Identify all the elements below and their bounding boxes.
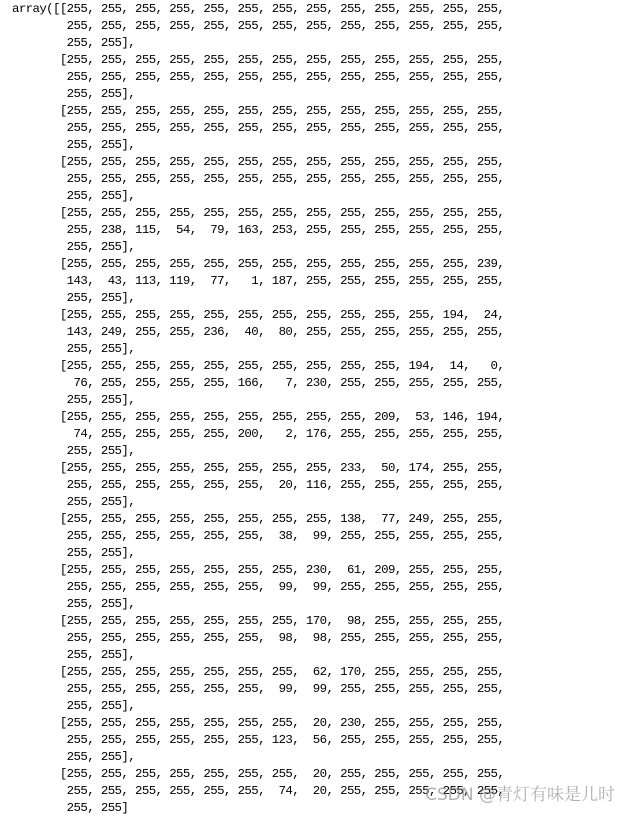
output-line: 255, 255],: [12, 495, 136, 509]
output-line: [255, 255, 255, 255, 255, 255, 255, 20, 255, 255, 255, 255, 255,: [12, 767, 505, 781]
output-line: 255, 255],: [12, 240, 136, 254]
output-line: 255, 255],: [12, 444, 136, 458]
output-line: [255, 255, 255, 255, 255, 255, 255, 255, 255, 255, 194, 14, 0,: [12, 359, 505, 373]
output-line: 255, 255],: [12, 36, 136, 50]
output-line: [255, 255, 255, 255, 255, 255, 255, 255, 255, 255, 255, 255, 255,: [12, 53, 505, 67]
output-line: 255, 255],: [12, 597, 136, 611]
output-line: 255, 255],: [12, 342, 136, 356]
output-line: 255, 255],: [12, 87, 136, 101]
output-line: [255, 255, 255, 255, 255, 255, 255, 170, 98, 255, 255, 255, 255,: [12, 614, 505, 628]
output-line: [255, 255, 255, 255, 255, 255, 255, 255, 255, 255, 255, 255, 255,: [12, 206, 505, 220]
output-line: 74, 255, 255, 255, 255, 200, 2, 176, 255, 255, 255, 255, 255,: [12, 427, 505, 441]
output-line: [255, 255, 255, 255, 255, 255, 255, 255, 255, 255, 255, 194, 24,: [12, 308, 505, 322]
output-line: [255, 255, 255, 255, 255, 255, 255, 255, 255, 209, 53, 146, 194,: [12, 410, 505, 424]
output-line: 255, 255, 255, 255, 255, 255, 255, 255, 255, 255, 255, 255, 255,: [12, 70, 505, 84]
output-line: 255, 255],: [12, 648, 136, 662]
output-line: [255, 255, 255, 255, 255, 255, 255, 230, 61, 209, 255, 255, 255,: [12, 563, 505, 577]
output-line: 255, 255, 255, 255, 255, 255, 99, 99, 255, 255, 255, 255, 255,: [12, 682, 505, 696]
output-line: 255, 255],: [12, 546, 136, 560]
output-line: 76, 255, 255, 255, 255, 166, 7, 230, 255, 255, 255, 255, 255,: [12, 376, 505, 390]
output-line: 255, 255, 255, 255, 255, 255, 255, 255, 255, 255, 255, 255, 255,: [12, 19, 505, 33]
output-line: 255, 255],: [12, 189, 136, 203]
output-line: 255, 255],: [12, 291, 136, 305]
output-line: array([[255, 255, 255, 255, 255, 255, 255, 255, 255, 255, 255, 255, 255,: [12, 2, 505, 16]
output-line: 255, 255, 255, 255, 255, 255, 38, 99, 255, 255, 255, 255, 255,: [12, 529, 505, 543]
output-line: 255, 255, 255, 255, 255, 255, 20, 116, 255, 255, 255, 255, 255,: [12, 478, 505, 492]
output-line: 255, 255, 255, 255, 255, 255, 99, 99, 255, 255, 255, 255, 255,: [12, 580, 505, 594]
output-line: 143, 249, 255, 255, 236, 40, 80, 255, 255, 255, 255, 255, 255,: [12, 325, 505, 339]
output-line: 255, 255, 255, 255, 255, 255, 255, 255, 255, 255, 255, 255, 255,: [12, 172, 505, 186]
output-line: 255, 238, 115, 54, 79, 163, 253, 255, 255, 255, 255, 255, 255,: [12, 223, 505, 237]
output-line: 255, 255],: [12, 393, 136, 407]
output-line: [255, 255, 255, 255, 255, 255, 255, 255, 255, 255, 255, 255, 255,: [12, 155, 505, 169]
output-line: [255, 255, 255, 255, 255, 255, 255, 255, 255, 255, 255, 255, 239,: [12, 257, 505, 271]
output-line: 255, 255, 255, 255, 255, 255, 123, 56, 255, 255, 255, 255, 255,: [12, 733, 505, 747]
output-line: 255, 255, 255, 255, 255, 255, 74, 20, 255, 255, 255, 255, 255,: [12, 784, 505, 798]
output-line: 255, 255],: [12, 699, 136, 713]
output-line: 255, 255, 255, 255, 255, 255, 98, 98, 255, 255, 255, 255, 255,: [12, 631, 505, 645]
output-line: [255, 255, 255, 255, 255, 255, 255, 255, 233, 50, 174, 255, 255,: [12, 461, 505, 475]
output-line: 255, 255],: [12, 138, 136, 152]
output-line: 143, 43, 113, 119, 77, 1, 187, 255, 255, 255, 255, 255, 255,: [12, 274, 505, 288]
output-line: [255, 255, 255, 255, 255, 255, 255, 255, 138, 77, 249, 255, 255,: [12, 512, 505, 526]
array-output: [12, 1, 504, 817]
watermark-text: CSDN @青灯有味是儿时: [425, 785, 615, 805]
output-line: 255, 255]: [12, 801, 129, 815]
output-line: 255, 255],: [12, 750, 136, 764]
output-line: [255, 255, 255, 255, 255, 255, 255, 20, 230, 255, 255, 255, 255,: [12, 716, 505, 730]
output-line: [255, 255, 255, 255, 255, 255, 255, 255, 255, 255, 255, 255, 255,: [12, 104, 505, 118]
output-line: 255, 255, 255, 255, 255, 255, 255, 255, 255, 255, 255, 255, 255,: [12, 121, 505, 135]
output-line: [255, 255, 255, 255, 255, 255, 255, 62, 170, 255, 255, 255, 255,: [12, 665, 505, 679]
